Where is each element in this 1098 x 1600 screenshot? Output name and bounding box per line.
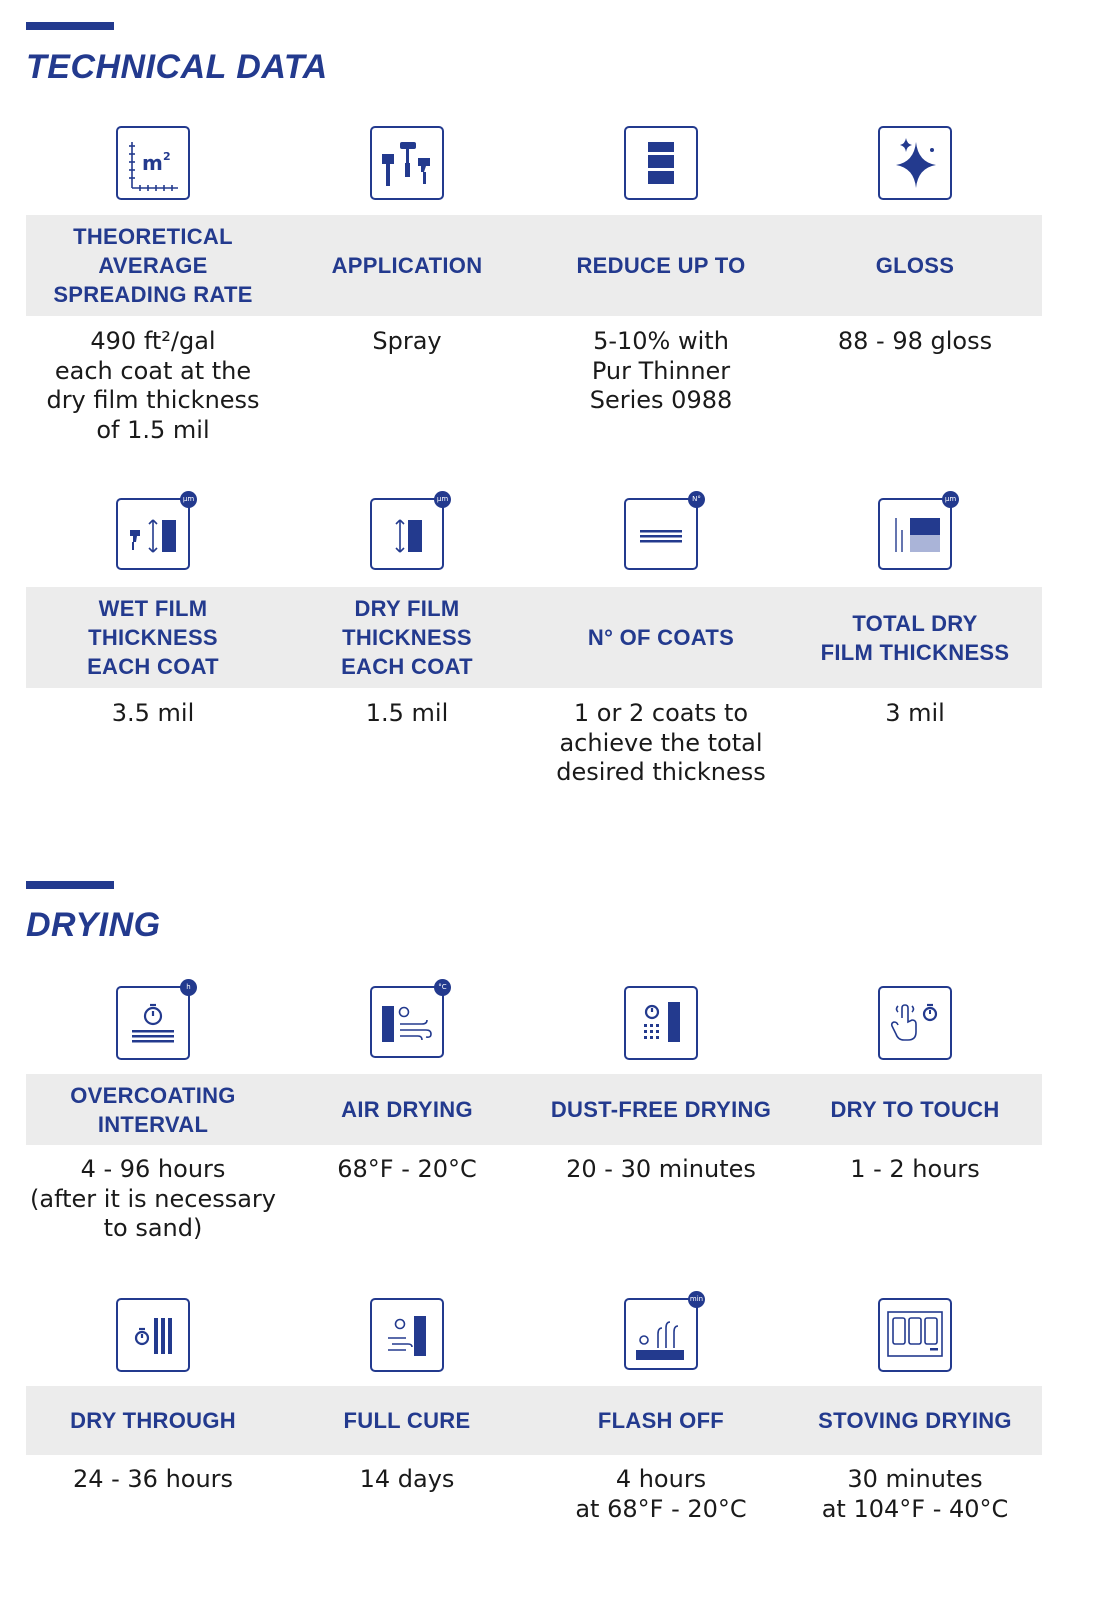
label-coats: N° OF COATS bbox=[587, 625, 735, 650]
value-dry-film: 1.5 mil bbox=[365, 699, 449, 727]
value-wet-film: 3.5 mil bbox=[111, 699, 195, 727]
section-accent-bar bbox=[26, 22, 114, 30]
unit-badge: µm bbox=[180, 491, 197, 508]
unit-badge: °C bbox=[434, 979, 451, 996]
unit-badge: min bbox=[688, 1291, 705, 1308]
label-wet-film: WET FILM THICKNESS EACH COAT bbox=[87, 596, 219, 679]
section-title-drying: DRYING bbox=[26, 906, 161, 944]
unit-badge: h bbox=[180, 979, 197, 996]
label-stoving: STOVING DRYING bbox=[818, 1408, 1012, 1433]
label-dust-free: DUST-FREE DRYING bbox=[550, 1097, 772, 1122]
unit-badge: µm bbox=[434, 491, 451, 508]
value-dry-to-touch: 1 - 2 hours bbox=[850, 1155, 980, 1183]
value-flash-off: 4 hours at 68°F - 20°C bbox=[575, 1465, 747, 1523]
label-total-film: TOTAL DRY FILM THICKNESS bbox=[820, 610, 1010, 665]
oven-icon bbox=[878, 1298, 952, 1372]
svg-text:2: 2 bbox=[163, 150, 171, 163]
value-dust-free: 20 - 30 minutes bbox=[566, 1155, 756, 1183]
full-cure-icon bbox=[370, 1298, 444, 1372]
unit-badge: µm bbox=[942, 491, 959, 508]
air-drying-icon bbox=[370, 983, 447, 1058]
value-coats: 1 or 2 coats to achieve the total desired thickness bbox=[556, 699, 766, 786]
value-air-drying: 68°F - 20°C bbox=[337, 1155, 477, 1183]
sparkle-icon bbox=[878, 126, 952, 200]
dust-free-icon bbox=[624, 986, 698, 1060]
label-full-cure: FULL CURE bbox=[343, 1408, 471, 1433]
label-application: APPLICATION bbox=[331, 253, 483, 278]
value-application: Spray bbox=[372, 327, 442, 355]
label-dry-film: DRY FILM THICKNESS EACH COAT bbox=[341, 596, 473, 679]
section-accent-bar bbox=[26, 881, 114, 889]
label-spreading-rate: THEORETICAL AVERAGE SPREADING RATE bbox=[53, 224, 253, 307]
value-spreading-rate: 490 ft²/gal each coat at the dry film thickness of 1.5 mil bbox=[46, 327, 260, 444]
value-overcoating: 4 - 96 hours (after it is necessary to sand) bbox=[30, 1155, 276, 1242]
section-title-technical: TECHNICAL DATA bbox=[26, 48, 328, 86]
flash-off-icon bbox=[624, 1295, 704, 1370]
label-overcoating: OVERCOATING INTERVAL bbox=[70, 1082, 236, 1137]
label-flash-off: FLASH OFF bbox=[597, 1408, 725, 1433]
svg-text:m: m bbox=[142, 151, 163, 175]
dry-through-icon bbox=[116, 1298, 190, 1372]
value-full-cure: 14 days bbox=[359, 1465, 455, 1493]
coats-icon bbox=[624, 495, 701, 570]
total-film-icon bbox=[878, 495, 957, 570]
area-m2-icon bbox=[116, 126, 190, 200]
label-dry-through: DRY THROUGH bbox=[70, 1408, 236, 1433]
drum-icon bbox=[624, 126, 698, 200]
dry-film-icon bbox=[370, 495, 449, 570]
value-gloss: 88 - 98 gloss bbox=[837, 327, 993, 355]
value-dry-through: 24 - 36 hours bbox=[72, 1465, 234, 1493]
value-total-film: 3 mil bbox=[885, 699, 945, 727]
label-dry-to-touch: DRY TO TOUCH bbox=[830, 1097, 1000, 1122]
label-gloss: GLOSS bbox=[875, 253, 955, 278]
touch-hand-icon bbox=[878, 986, 952, 1060]
unit-badge: N° bbox=[688, 491, 705, 508]
label-air-drying: AIR DRYING bbox=[341, 1097, 473, 1122]
value-stoving: 30 minutes at 104°F - 40°C bbox=[821, 1465, 1009, 1523]
value-reduce: 5-10% with Pur Thinner Series 0988 bbox=[589, 327, 733, 414]
label-reduce: REDUCE UP TO bbox=[576, 253, 746, 278]
wet-film-icon bbox=[116, 495, 195, 570]
application-tools-icon bbox=[370, 126, 444, 200]
overcoat-timer-icon bbox=[116, 983, 191, 1060]
